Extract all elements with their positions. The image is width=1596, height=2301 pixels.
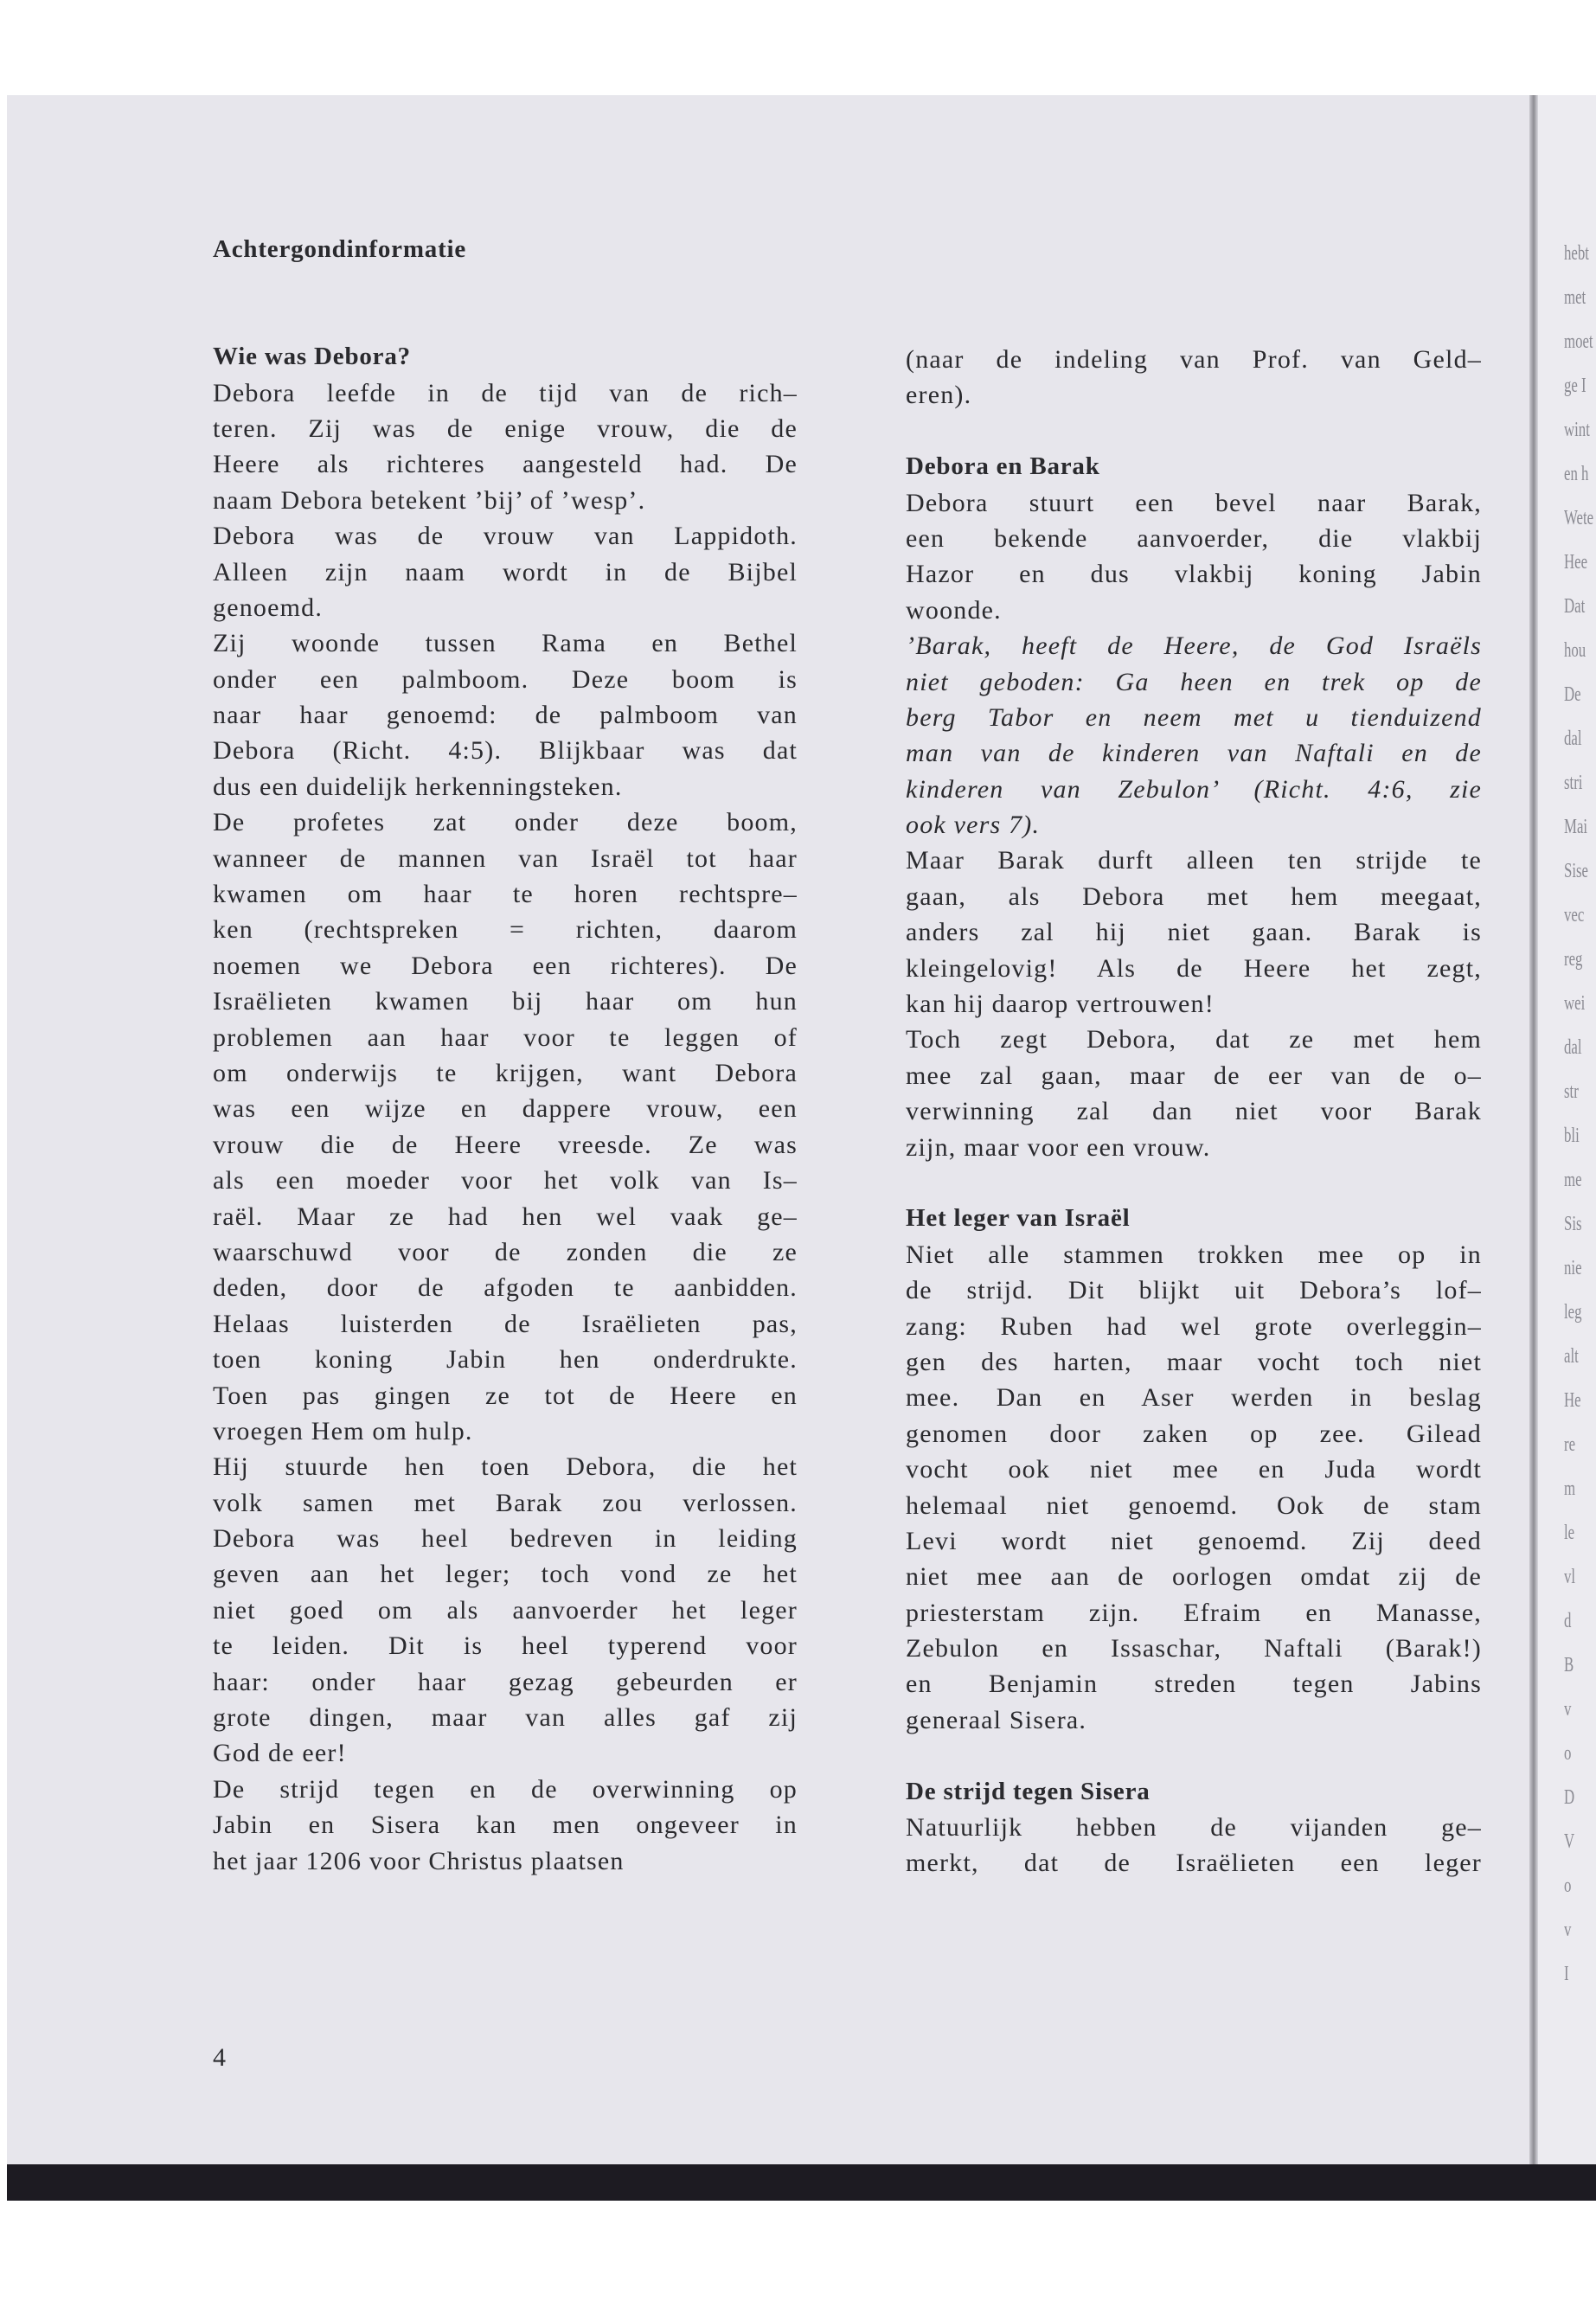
next-page-text-fragment: nie: [1564, 1257, 1582, 1279]
text-line: anders zal hij niet gaan. Barak is: [906, 918, 1482, 947]
next-page-text-fragment: v: [1564, 1919, 1572, 1941]
blank-line: [906, 413, 1482, 449]
text-line: te leiden. Dit is heel typerend voor: [213, 1631, 798, 1661]
right-column: [906, 342, 1482, 1881]
text-line: om onderwijs te krijgen, want Debora: [213, 1058, 798, 1087]
next-page-text-fragment: reg: [1564, 948, 1583, 971]
next-page-text-fragment: Mai: [1564, 816, 1588, 838]
next-page-text-fragment: dal: [1564, 1036, 1582, 1059]
next-page-text-fragment: Sis: [1564, 1213, 1582, 1235]
next-page-text-fragment: vl: [1564, 1566, 1576, 1588]
next-page-text-fragment: wint: [1564, 419, 1590, 441]
blank-line: [213, 304, 798, 339]
text-line: waarschuwd voor de zonden die ze: [213, 1237, 798, 1266]
text-line: genoemd.: [213, 593, 324, 622]
quote-line: man van de kinderen van Naftali en de: [906, 739, 1482, 768]
text-line: De profetes zat onder deze boom,: [213, 808, 798, 837]
text-line: en Benjamin streden tegen Jabins: [906, 1670, 1482, 1699]
next-page-text-fragment: re: [1564, 1433, 1576, 1456]
next-page-text-fragment: D: [1564, 1786, 1575, 1809]
text-line: vrouw die de Heere vreesde. Ze was: [213, 1130, 798, 1159]
text-line: haar: onder haar gezag gebeurden er: [213, 1667, 798, 1696]
book-spine: [1529, 95, 1538, 2167]
next-page-text-fragment: I: [1564, 1963, 1569, 1985]
next-page-text-fragment: Sise: [1564, 860, 1589, 882]
text-line: mee. Dan en Aser werden in beslag: [906, 1383, 1482, 1413]
next-page-text-fragment: He: [1564, 1389, 1581, 1412]
text-line: Debora (Richt. 4:5). Blijkbaar was dat: [213, 736, 798, 766]
text-line: Debora was heel bedreven in leiding: [213, 1524, 798, 1554]
text-line: deden, door de afgoden te aanbidden.: [213, 1273, 798, 1303]
next-page-text-fragment: ge I: [1564, 375, 1586, 397]
left-column: [213, 232, 798, 1879]
text-line: Debora stuurt een bevel naar Barak,: [906, 488, 1482, 517]
next-page-text-fragment: le: [1564, 1522, 1575, 1544]
next-page-text-fragment: V: [1564, 1830, 1575, 1853]
text-line: Debora leefde in de tijd van de rich–: [213, 378, 798, 407]
text-line: Hij stuurde hen toen Debora, die het: [213, 1452, 798, 1482]
text-line: Toen pas gingen ze tot de Heere en: [213, 1381, 798, 1410]
next-page-text-fragment: Dat: [1564, 595, 1586, 618]
text-line: toen koning Jabin hen onderdrukte.: [213, 1345, 798, 1375]
quote-line: berg Tabor en neem met u tienduizend: [906, 702, 1482, 732]
text-line: Niet alle stammen trokken mee op in: [906, 1240, 1482, 1269]
text-line: volk samen met Barak zou verlossen.: [213, 1488, 798, 1517]
quote-line: ’Barak, heeft de Heere, de God Israëls: [906, 631, 1482, 661]
next-page-text-fragment: d: [1564, 1610, 1572, 1632]
text-line: zijn, maar voor een vrouw.: [906, 1132, 1211, 1162]
next-page-text-fragment: m: [1564, 1477, 1576, 1500]
text-line: zang: Ruben had wel grote overleggin–: [906, 1311, 1482, 1341]
section-heading: De strijd tegen Sisera: [906, 1777, 1151, 1805]
text-line: naar haar genoemd: de palmboom van: [213, 701, 798, 730]
next-page-text-fragment: v: [1564, 1698, 1572, 1721]
section-heading: Achtergondinformatie: [213, 235, 467, 263]
quote-line: niet geboden: Ga heen en trek op de: [906, 667, 1482, 696]
next-page-text-fragment: o: [1564, 1875, 1572, 1897]
quote-line: ook vers 7).: [906, 811, 1041, 840]
text-line: gen des harten, maar vocht toch niet: [906, 1347, 1482, 1376]
text-line: een bekende aanvoerder, die vlakbij: [906, 523, 1482, 553]
text-line: de strijd. Dit blijkt uit Debora’s lof–: [906, 1276, 1482, 1305]
text-line: Heere als richteres aangesteld had. De: [213, 450, 798, 479]
section-heading: Debora en Barak: [906, 452, 1100, 481]
text-line: generaal Sisera.: [906, 1705, 1087, 1734]
text-line: niet mee aan de oorlogen omdat zij de: [906, 1562, 1482, 1592]
text-line: (naar de indeling van Prof. van Geld–: [906, 345, 1482, 374]
next-page-edge: [1538, 95, 1596, 2167]
text-line: het jaar 1206 voor Christus plaatsen: [213, 1846, 625, 1875]
text-line: gaan, als Debora met hem meegaat,: [906, 881, 1482, 911]
next-page-text-fragment: wei: [1564, 992, 1586, 1015]
text-line: priesterstam zijn. Efraim en Manasse,: [906, 1598, 1482, 1627]
text-line: genomen door zaken op zee. Gilead: [906, 1419, 1482, 1448]
next-page-text-fragment: en h: [1564, 463, 1589, 485]
next-page-text-fragment: hou: [1564, 639, 1586, 662]
text-line: noemen we Debora een richteres). De: [213, 951, 798, 980]
text-line: vroegen Hem om hulp.: [213, 1416, 473, 1445]
text-line: kleingelovig! Als de Heere het zegt,: [906, 953, 1482, 983]
text-line: mee zal gaan, maar de eer van de o–: [906, 1061, 1482, 1090]
text-line: geven aan het leger; toch vond ze het: [213, 1560, 798, 1589]
text-line: Debora was de vrouw van Lappidoth.: [213, 522, 798, 551]
text-line: Israëlieten kwamen bij haar om hun: [213, 987, 798, 1016]
section-heading: Het leger van Israël: [906, 1204, 1131, 1233]
blank-line: [213, 267, 798, 303]
text-line: Natuurlijk hebben de vijanden ge–: [906, 1813, 1482, 1843]
next-page-text-fragment: me: [1564, 1169, 1582, 1191]
text-line: Hazor en dus vlakbij koning Jabin: [906, 560, 1482, 589]
quote-line: kinderen van Zebulon’ (Richt. 4:6, zie: [906, 774, 1482, 804]
next-page-text-fragment: Wete: [1564, 507, 1594, 529]
next-page-text-fragment: bli: [1564, 1125, 1580, 1147]
next-page-text-fragment: hebt: [1564, 242, 1589, 265]
text-line: eren).: [906, 381, 972, 410]
text-line: Zebulon en Issaschar, Naftali (Barak!): [906, 1634, 1482, 1663]
text-line: grote dingen, maar van alles gaf zij: [213, 1703, 798, 1733]
next-page-text-fragment: B: [1564, 1654, 1574, 1676]
text-line: raël. Maar ze had hen wel vaak ge–: [213, 1202, 798, 1231]
text-line: onder een palmboom. Deze boom is: [213, 664, 798, 694]
text-line: vocht ook niet mee en Juda wordt: [906, 1455, 1482, 1484]
blank-line: [906, 1165, 1482, 1201]
next-page-text-fragment: vec: [1564, 904, 1585, 926]
text-line: Jabin en Sisera kan men ongeveer in: [213, 1811, 798, 1840]
next-page-text-fragment: De: [1564, 683, 1581, 706]
text-line: problemen aan haar voor te leggen of: [213, 1022, 798, 1052]
text-line: wanneer de mannen van Israël tot haar: [213, 843, 798, 873]
blank-line: [906, 1738, 1482, 1773]
next-page-text-fragment: met: [1564, 286, 1586, 309]
text-line: kan hij daarop vertrouwen!: [906, 990, 1215, 1019]
scan-bottom-edge: [7, 2164, 1596, 2201]
text-line: Maar Barak durft alleen ten strijde te: [906, 846, 1482, 875]
next-page-text-fragment: o: [1564, 1742, 1572, 1765]
text-line: verwinning zal dan niet voor Barak: [906, 1097, 1482, 1126]
text-line: Toch zegt Debora, dat ze met hem: [906, 1025, 1482, 1054]
text-line: teren. Zij was de enige vrouw, die de: [213, 413, 798, 443]
text-line: Levi wordt niet genoemd. Zij deed: [906, 1526, 1482, 1555]
text-line: merkt, dat de Israëlieten een leger: [906, 1849, 1482, 1878]
next-page-text-fragment: moet: [1564, 330, 1593, 353]
page-number: 4: [213, 2043, 226, 2072]
next-page-text-fragment: str: [1564, 1080, 1579, 1103]
text-line: helemaal niet genoemd. Ook de stam: [906, 1490, 1482, 1520]
text-line: niet goed om als aanvoerder het leger: [213, 1595, 798, 1625]
text-line: ken (rechtspreken = richten, daarom: [213, 915, 798, 945]
text-line: als een moeder voor het volk van Is–: [213, 1166, 798, 1195]
text-line: God de eer!: [213, 1739, 347, 1768]
section-heading: Wie was Debora?: [213, 343, 411, 371]
text-line: Zij woonde tussen Rama en Bethel: [213, 629, 798, 658]
next-page-text-fragment: leg: [1564, 1301, 1582, 1324]
text-line: Alleen zijn naam wordt in de Bijbel: [213, 557, 798, 586]
text-line: woonde.: [906, 595, 1002, 625]
text-line: naam Debora betekent ’bij’ of ’wesp’.: [213, 485, 646, 515]
next-page-text-fragment: dal: [1564, 727, 1582, 750]
text-line: was een wijze en dappere vrouw, een: [213, 1094, 798, 1124]
next-page-text-fragment: stri: [1564, 772, 1583, 794]
text-line: dus een duidelijk herkenningsteken.: [213, 772, 623, 801]
text-line: kwamen om haar te horen rechtspre–: [213, 880, 798, 909]
next-page-text-fragment: alt: [1564, 1345, 1579, 1368]
next-page-text-fragment: Hee: [1564, 551, 1588, 574]
text-line: Helaas luisterden de Israëlieten pas,: [213, 1309, 798, 1338]
text-line: De strijd tegen en de overwinning op: [213, 1774, 798, 1804]
